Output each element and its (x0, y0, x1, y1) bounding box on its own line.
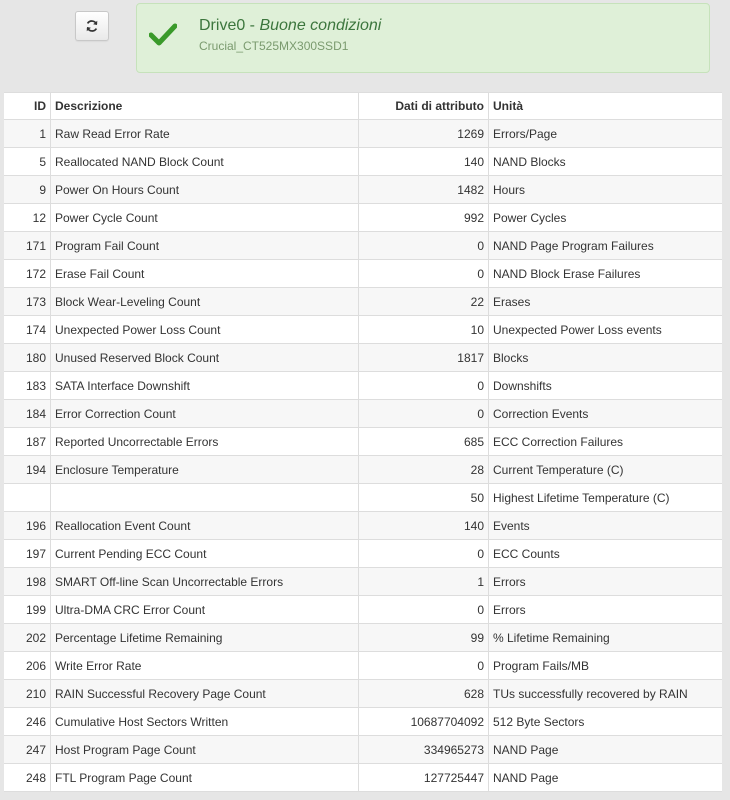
cell-description: Power Cycle Count (51, 204, 359, 232)
column-header-unit: Unità (489, 93, 723, 120)
cell-value: 1817 (359, 344, 489, 372)
cell-unit: ECC Correction Failures (489, 428, 723, 456)
table-row (4, 176, 722, 204)
refresh-icon (85, 19, 99, 33)
table-row (4, 428, 722, 456)
cell-value: 0 (359, 372, 489, 400)
cell-description: Ultra-DMA CRC Error Count (51, 596, 359, 624)
cell-id: 197 (4, 540, 51, 568)
column-header-description: Descrizione (51, 93, 359, 120)
cell-value: 10 (359, 316, 489, 344)
table-row (4, 344, 722, 372)
table-row (4, 120, 722, 148)
cell-value: 1269 (359, 120, 489, 148)
cell-description: RAIN Successful Recovery Page Count (51, 680, 359, 708)
smart-attributes-panel (4, 92, 722, 788)
cell-description: Unused Reserved Block Count (51, 344, 359, 372)
cell-id: 194 (4, 456, 51, 484)
cell-value: 628 (359, 680, 489, 708)
cell-id: 202 (4, 624, 51, 652)
cell-unit: TUs successfully recovered by RAIN (489, 680, 723, 708)
cell-value: 0 (359, 232, 489, 260)
cell-id: 172 (4, 260, 51, 288)
table-row (4, 596, 722, 624)
cell-unit: Hours (489, 176, 723, 204)
cell-id (4, 484, 51, 512)
cell-value: 685 (359, 428, 489, 456)
cell-unit: Errors/Page (489, 120, 723, 148)
cell-description: SATA Interface Downshift (51, 372, 359, 400)
table-row (4, 316, 722, 344)
cell-unit: Highest Lifetime Temperature (C) (489, 484, 723, 512)
table-row (4, 204, 722, 232)
table-row (4, 260, 722, 288)
cell-unit: 512 Byte Sectors (489, 708, 723, 736)
table-row (4, 736, 722, 764)
cell-id: 171 (4, 232, 51, 260)
table-row (4, 484, 722, 512)
cell-description: Enclosure Temperature (51, 456, 359, 484)
cell-id: 248 (4, 764, 51, 792)
column-header-id: ID (4, 93, 51, 120)
cell-value: 0 (359, 540, 489, 568)
cell-id: 196 (4, 512, 51, 540)
table-row (4, 512, 722, 540)
table-row (4, 372, 722, 400)
cell-description: Block Wear-Leveling Count (51, 288, 359, 316)
cell-id: 199 (4, 596, 51, 624)
table-row (4, 148, 722, 176)
table-row (4, 288, 722, 316)
cell-id: 9 (4, 176, 51, 204)
cell-id: 174 (4, 316, 51, 344)
cell-unit: Power Cycles (489, 204, 723, 232)
cell-description: SMART Off-line Scan Uncorrectable Errors (51, 568, 359, 596)
cell-unit: NAND Page (489, 764, 723, 792)
cell-id: 247 (4, 736, 51, 764)
cell-value: 10687704092 (359, 708, 489, 736)
cell-description: Unexpected Power Loss Count (51, 316, 359, 344)
cell-description: Reallocated NAND Block Count (51, 148, 359, 176)
drive-status-title (199, 17, 381, 35)
cell-unit: Current Temperature (C) (489, 456, 723, 484)
cell-value: 0 (359, 400, 489, 428)
cell-id: 180 (4, 344, 51, 372)
checkmark-icon (149, 22, 177, 46)
cell-unit: NAND Block Erase Failures (489, 260, 723, 288)
drive-model: Crucial_CT525MX300SSD1 (199, 39, 349, 53)
cell-description: Raw Read Error Rate (51, 120, 359, 148)
refresh-button[interactable] (75, 11, 109, 41)
cell-unit: Errors (489, 568, 723, 596)
cell-description: Reported Uncorrectable Errors (51, 428, 359, 456)
table-row (4, 708, 722, 736)
drive-status-alert (136, 3, 710, 73)
cell-unit: Correction Events (489, 400, 723, 428)
cell-value: 99 (359, 624, 489, 652)
cell-id: 12 (4, 204, 51, 232)
table-row (4, 456, 722, 484)
cell-unit: Program Fails/MB (489, 652, 723, 680)
cell-unit: Downshifts (489, 372, 723, 400)
drive-condition: Buone condizioni (259, 17, 382, 34)
cell-value: 992 (359, 204, 489, 232)
cell-description: Write Error Rate (51, 652, 359, 680)
status-separator: - (245, 17, 260, 34)
cell-value: 1 (359, 568, 489, 596)
cell-value: 140 (359, 148, 489, 176)
table-row (4, 540, 722, 568)
table-row (4, 232, 722, 260)
cell-id: 5 (4, 148, 51, 176)
cell-unit: NAND Page (489, 736, 723, 764)
cell-description: Reallocation Event Count (51, 512, 359, 540)
cell-unit: Erases (489, 288, 723, 316)
smart-attributes-table (4, 92, 722, 792)
cell-id: 184 (4, 400, 51, 428)
cell-value: 0 (359, 652, 489, 680)
cell-id: 246 (4, 708, 51, 736)
cell-unit: NAND Blocks (489, 148, 723, 176)
table-row (4, 652, 722, 680)
table-row (4, 568, 722, 596)
cell-id: 1 (4, 120, 51, 148)
cell-value: 140 (359, 512, 489, 540)
cell-unit: % Lifetime Remaining (489, 624, 723, 652)
cell-id: 210 (4, 680, 51, 708)
cell-description: FTL Program Page Count (51, 764, 359, 792)
table-row (4, 624, 722, 652)
cell-value: 127725447 (359, 764, 489, 792)
cell-value: 50 (359, 484, 489, 512)
cell-description (51, 484, 359, 512)
cell-unit: Blocks (489, 344, 723, 372)
table-row (4, 400, 722, 428)
cell-value: 0 (359, 596, 489, 624)
drive-name: Drive0 (199, 17, 246, 34)
cell-description: Erase Fail Count (51, 260, 359, 288)
table-row (4, 680, 722, 708)
cell-value: 1482 (359, 176, 489, 204)
cell-id: 187 (4, 428, 51, 456)
cell-value: 28 (359, 456, 489, 484)
cell-value: 0 (359, 260, 489, 288)
cell-id: 173 (4, 288, 51, 316)
cell-id: 183 (4, 372, 51, 400)
cell-value: 22 (359, 288, 489, 316)
cell-description: Error Correction Count (51, 400, 359, 428)
cell-description: Host Program Page Count (51, 736, 359, 764)
cell-description: Cumulative Host Sectors Written (51, 708, 359, 736)
cell-description: Percentage Lifetime Remaining (51, 624, 359, 652)
cell-unit: Unexpected Power Loss events (489, 316, 723, 344)
cell-description: Power On Hours Count (51, 176, 359, 204)
cell-value: 334965273 (359, 736, 489, 764)
cell-unit: Errors (489, 596, 723, 624)
cell-description: Program Fail Count (51, 232, 359, 260)
cell-description: Current Pending ECC Count (51, 540, 359, 568)
cell-unit: ECC Counts (489, 540, 723, 568)
cell-unit: NAND Page Program Failures (489, 232, 723, 260)
cell-id: 198 (4, 568, 51, 596)
cell-id: 206 (4, 652, 51, 680)
table-row (4, 764, 722, 792)
table-header-row (4, 93, 722, 120)
cell-unit: Events (489, 512, 723, 540)
column-header-value: Dati di attributo (359, 93, 489, 120)
